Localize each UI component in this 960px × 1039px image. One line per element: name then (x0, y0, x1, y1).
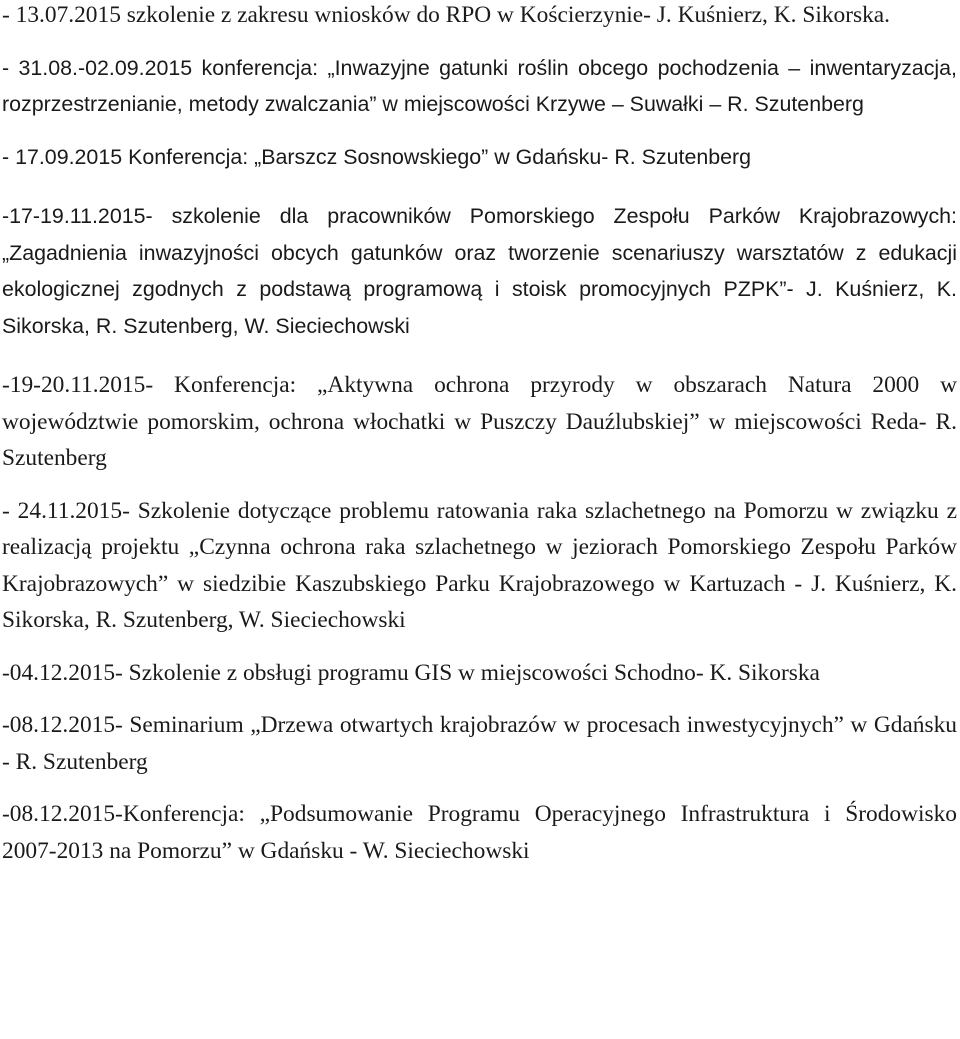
entry-19-20-11-2015-natura2000-conference: -19-20.11.2015- Konferencja: „Aktywna ochrona przyrody w obszarach Natura 2000 w województwie pomorskim, ochrona włochatki w Puszczy Dauźlubskiej” w miejscowości Reda- R. Szutenberg (2, 372, 957, 471)
entry-31-08-2015-invasive-plants-conference: - 31.08.-02.09.2015 konferencja: „Inwazyjne gatunki roślin obcego pochodzenia – inwentaryzacja, rozprzestrzenianie, metody zwalczania” w miejscowości Krzywe – Suwałki – R. Szutenberg (2, 55, 957, 116)
entry-13-07-2015-rpo-training: - 13.07.2015 szkolenie z zakresu wniosków do RPO w Kościerzynie- J. Kuśnierz, K. Sikorska. (2, 2, 891, 28)
entry-17-09-2015-hogweed-conference: - 17.09.2015 Konferencja: „Barszcz Sosnowskiego” w Gdańsku- R. Szutenberg (2, 144, 752, 169)
entry-08-12-2015-summary-conference: -08.12.2015-Konferencja: „Podsumowanie Programu Operacyjnego Infrastruktura i Środowisko 2007-2013 na Pomorzu” w Gdańsku - W. Sieciechowski (2, 801, 957, 864)
document-page (2, 0, 957, 869)
entry-24-11-2015-crayfish-training: - 24.11.2015- Szkolenie dotyczące problemu ratowania raka szlachetnego na Pomorzu w związku z realizacją projektu „Czynna ochrona raka szlachetnego w jeziorach Pomorskiego Zespołu Parków Krajobrazowych” w siedzibie Kaszubskiego Parku Krajobrazowego w Kartuzach - J. Kuśnierz, K. Sikorska, R. Szutenberg, W. Sieciechowski (2, 497, 957, 633)
entry-04-12-2015-gis-training: -04.12.2015- Szkolenie z obsługi programu GIS w miejscowości Schodno- K. Sikorska (2, 659, 820, 686)
entry-08-12-2015-trees-seminar: -08.12.2015- Seminarium „Drzewa otwartych krajobrazów w procesach inwestycyjnych” w Gdańsku - R. Szutenberg (2, 712, 957, 775)
entry-17-19-11-2015-pzpk-training: -17-19.11.2015- szkolenie dla pracowników Pomorskiego Zespołu Parków Krajobrazowych: „Zagadnienia inwazyjności obcych gatunków oraz tworzenie scenariuszy warsztatów z edukacji ekologicznej zgodnych z podstawą programową i stoisk promocyjnych PZPK”- J. Kuśnierz, K. Sikorska, R. Szutenberg, W. Sieciechowski (2, 204, 957, 338)
